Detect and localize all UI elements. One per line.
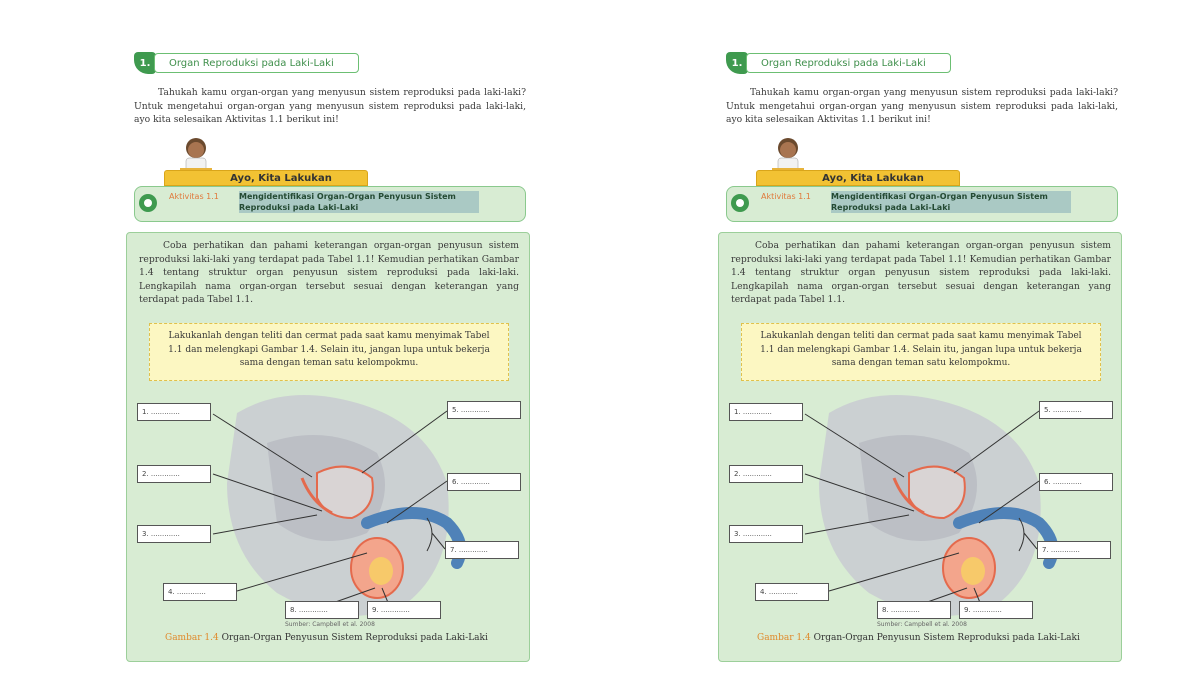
instruction-paragraph: Coba perhatikan dan pahami keterangan organ-organ penyusun sistem reproduksi laki-laki yang terdapat pada Tabel 1.1! Kemudian perhatikan Gambar 1.4 tentang struktur organ penyusun sistem reproduksi pada laki-laki. Lengkapilah nama organ-organ tersebut sesuai dengan keterangan yang terdapat pada Tabel 1.1. bbox=[731, 240, 1111, 305]
activity-panel bbox=[718, 232, 1122, 662]
answer-label-2[interactable]: 2. ............. bbox=[729, 465, 803, 483]
activity-panel bbox=[126, 232, 530, 662]
ayo-kita-lakukan-banner: Ayo, Kita Lakukan bbox=[756, 170, 960, 186]
section-header bbox=[134, 52, 359, 74]
activity-bullet-icon bbox=[731, 194, 749, 212]
figure-source: Sumber: Campbell et al. 2008 bbox=[877, 621, 967, 628]
answer-label-8[interactable]: 8. ............. bbox=[877, 601, 951, 619]
activity-bar bbox=[134, 186, 526, 222]
activity-bullet-icon bbox=[139, 194, 157, 212]
answer-label-9[interactable]: 9. ............. bbox=[959, 601, 1033, 619]
answer-label-2[interactable]: 2. ............. bbox=[137, 465, 211, 483]
section-header bbox=[726, 52, 951, 74]
note-box: Lakukanlah dengan teliti dan cermat pada saat kamu menyimak Tabel 1.1 dan melengkapi Gambar 1.4. Selain itu, jangan lupa untuk bekerja sama dengan teman satu kelompokmu. bbox=[741, 323, 1101, 381]
activity-title: Mengidentifikasi Organ-Organ Penyusun Sistem Reproduksi pada Laki-Laki bbox=[831, 191, 1071, 213]
figure-caption bbox=[757, 633, 1080, 643]
activity-label: Aktivitas 1.1 bbox=[761, 192, 811, 201]
book-page-left bbox=[118, 0, 538, 675]
section-number: 1. bbox=[134, 52, 156, 74]
answer-label-5[interactable]: 5. ............. bbox=[1039, 401, 1113, 419]
answer-label-7[interactable]: 7. ............. bbox=[445, 541, 519, 559]
section-title: Organ Reproduksi pada Laki-Laki bbox=[746, 53, 951, 73]
answer-label-5[interactable]: 5. ............. bbox=[447, 401, 521, 419]
figure-source: Sumber: Campbell et al. 2008 bbox=[285, 621, 375, 628]
instruction-paragraph: Coba perhatikan dan pahami keterangan organ-organ penyusun sistem reproduksi laki-laki yang terdapat pada Tabel 1.1! Kemudian perhatikan Gambar 1.4 tentang struktur organ penyusun sistem reproduksi pada laki-laki. Lengkapilah nama organ-organ tersebut sesuai dengan keterangan yang terdapat pada Tabel 1.1. bbox=[139, 240, 519, 305]
intro-paragraph: Tahukah kamu organ-organ yang menyusun sistem reproduksi pada laki-laki? Untuk mengetahui organ-organ yang menyusun sistem reproduksi pada laki-laki, ayo kita selesaikan Aktivitas 1.1 berikut ini! bbox=[726, 87, 1118, 125]
answer-label-8[interactable]: 8. ............. bbox=[285, 601, 359, 619]
figure-caption-text: Organ-Organ Penyusun Sistem Reproduksi pada Laki-Laki bbox=[221, 633, 488, 643]
answer-label-6[interactable]: 6. ............. bbox=[1039, 473, 1113, 491]
answer-label-1[interactable]: 1. ............. bbox=[137, 403, 211, 421]
answer-label-1[interactable]: 1. ............. bbox=[729, 403, 803, 421]
figure-ref: Gambar 1.4 bbox=[165, 633, 219, 643]
answer-label-9[interactable]: 9. ............. bbox=[367, 601, 441, 619]
answer-label-4[interactable]: 4. ............. bbox=[163, 583, 237, 601]
intro-paragraph: Tahukah kamu organ-organ yang menyusun sistem reproduksi pada laki-laki? Untuk mengetahui organ-organ yang menyusun sistem reproduksi pada laki-laki, ayo kita selesaikan Aktivitas 1.1 berikut ini! bbox=[134, 87, 526, 125]
figure-caption-text: Organ-Organ Penyusun Sistem Reproduksi pada Laki-Laki bbox=[813, 633, 1080, 643]
ayo-kita-lakukan-banner: Ayo, Kita Lakukan bbox=[164, 170, 368, 186]
answer-label-3[interactable]: 3. ............. bbox=[137, 525, 211, 543]
book-page-right bbox=[710, 0, 1130, 675]
answer-label-7[interactable]: 7. ............. bbox=[1037, 541, 1111, 559]
activity-title: Mengidentifikasi Organ-Organ Penyusun Sistem Reproduksi pada Laki-Laki bbox=[239, 191, 479, 213]
activity-bar bbox=[726, 186, 1118, 222]
section-number: 1. bbox=[726, 52, 748, 74]
answer-label-4[interactable]: 4. ............. bbox=[755, 583, 829, 601]
answer-label-6[interactable]: 6. ............. bbox=[447, 473, 521, 491]
activity-label: Aktivitas 1.1 bbox=[169, 192, 219, 201]
note-box: Lakukanlah dengan teliti dan cermat pada saat kamu menyimak Tabel 1.1 dan melengkapi Gambar 1.4. Selain itu, jangan lupa untuk bekerja sama dengan teman satu kelompokmu. bbox=[149, 323, 509, 381]
answer-label-3[interactable]: 3. ............. bbox=[729, 525, 803, 543]
figure-ref: Gambar 1.4 bbox=[757, 633, 811, 643]
section-title: Organ Reproduksi pada Laki-Laki bbox=[154, 53, 359, 73]
figure-caption bbox=[165, 633, 488, 643]
